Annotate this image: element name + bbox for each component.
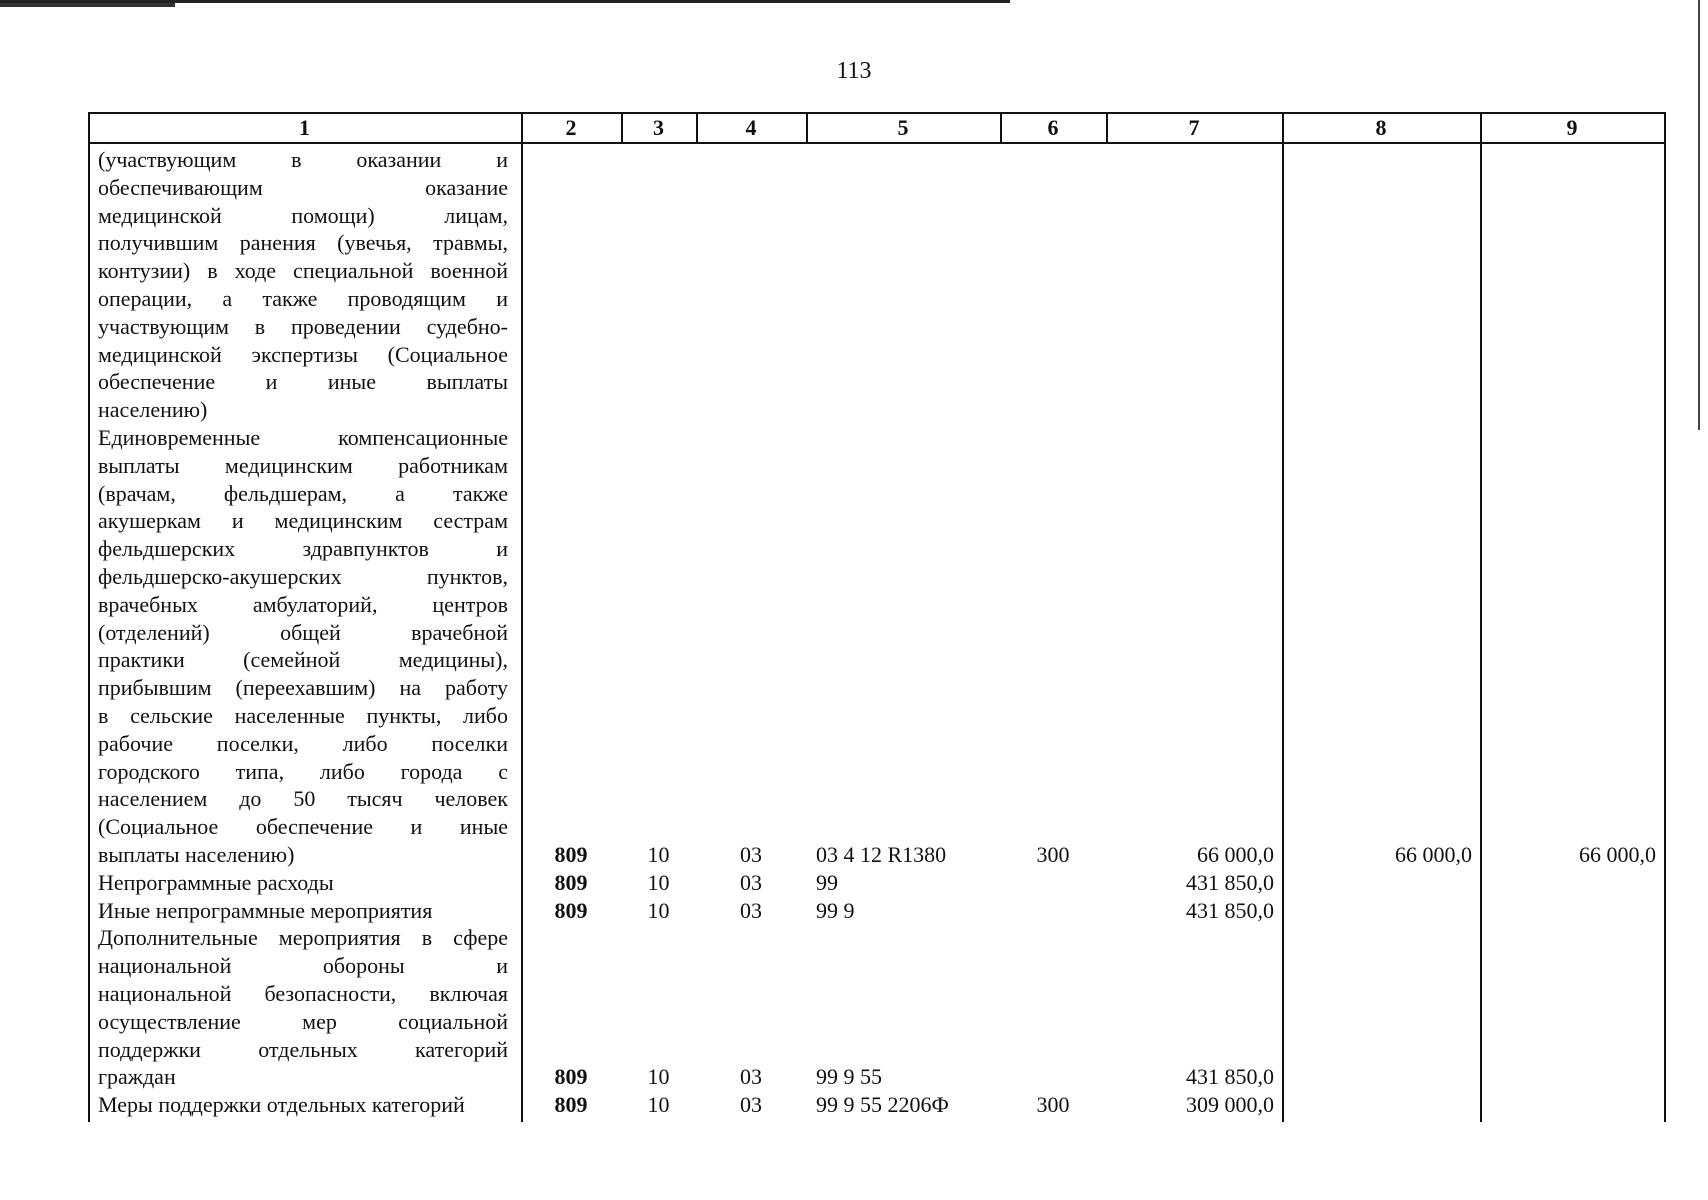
description-line: Иные непрограммные мероприятия [98,897,433,923]
description-line: обеспечивающим оказание [98,174,508,200]
col-border-left [88,112,90,1122]
description-line: выплаты медицинским работникам [98,452,508,478]
cell-col-5: 99 9 [816,897,855,923]
header-col-4: 4 [745,115,757,140]
description-line: Меры поддержки отдельных категорий [98,1092,465,1118]
cell-col-9: 66 000,0 [1579,842,1656,867]
cell-col-4: 03 [740,1064,762,1090]
col-border-right [1664,112,1666,1122]
cell-col-7: 431 850,0 [1186,1064,1274,1090]
description-line: обеспечение и иные выплаты [98,369,508,395]
cell-col-7: 431 850,0 [1186,897,1274,923]
description-line: операции, а также проводящим и [98,285,508,311]
budget-table [88,112,1666,1122]
cell-col-5: 99 9 55 2206Ф [816,1092,949,1118]
description-line: (врачам, фельдшерам, а также [98,480,508,506]
description-line: акушеркам и медицинским сестрам [98,508,508,534]
cell-col-3: 10 [647,897,670,923]
cell-col-7: 431 850,0 [1186,869,1274,895]
row-description [98,869,508,897]
cell-col-2: 809 [554,842,588,867]
cell-col-4: 03 [740,897,762,923]
description-line: населением до 50 тысяч человек [98,786,508,812]
header-col-3: 3 [653,115,664,140]
description-line: (Социальное обеспечение и иные [98,814,508,840]
row-description [98,146,508,424]
description-line: осуществление мер социальной [98,1008,508,1034]
header-col-8: 8 [1375,115,1387,140]
description-line: поддержки отдельных категорий [98,1036,508,1062]
cell-col-3: 10 [647,1064,670,1090]
cell-col-4: 03 [740,869,762,895]
header-col-2: 2 [565,115,577,140]
cell-col-3: 10 [647,869,670,895]
cell-col-4: 03 [740,1092,762,1118]
cell-col-2: 809 [554,897,588,923]
row-description [98,1091,508,1119]
col-border-7-8 [1282,112,1284,1122]
description-line: национальной безопасности, включая [98,980,508,1006]
description-line: выплаты населению) [98,841,295,867]
cell-col-5: 99 9 55 [816,1064,882,1090]
cell-col-5: 99 [816,869,838,895]
header-col-5: 5 [897,115,909,140]
description-line: практики (семейной медицины), [98,647,508,673]
header-col-7: 7 [1188,115,1200,140]
cell-col-2: 809 [554,869,588,895]
description-line: Непрограммные расходы [98,869,334,895]
cell-col-8: 66 000,0 [1395,842,1472,867]
description-line: врачебных амбулаторий, центров [98,591,508,617]
cell-col-6: 300 [1036,1092,1070,1118]
cell-col-5: 03 4 12 R1380 [816,842,947,867]
row-description [98,424,508,869]
row-description [98,924,508,1091]
row-description [98,897,508,925]
header-col-1: 1 [299,115,310,140]
description-line: контузии) в ходе специальной военной [98,258,508,284]
cell-col-3: 10 [647,842,670,867]
description-line: (участвующим в оказании и [98,147,508,172]
description-line: граждан [98,1064,176,1090]
description-line: фельдшерско-акушерских пунктов, [98,563,508,589]
description-line: медицинской экспертизы (Социальное [98,341,508,367]
description-line: участвующим в проведении судебно- [98,313,508,339]
col-border-1-2 [521,112,523,1122]
cell-col-6: 300 [1036,842,1070,867]
page-number: 113 [836,58,872,84]
description-line: в сельские населенные пункты, либо [98,702,508,728]
cell-col-7: 309 000,0 [1186,1092,1274,1118]
description-line: рабочие поселки, либо поселки [98,730,508,756]
description-line: медицинской помощи) лицам, [98,202,508,228]
col-border-8-9 [1480,112,1482,1122]
scan-edge-top-thick [0,3,175,7]
description-line: населению) [98,397,208,423]
cell-col-2: 809 [554,1092,588,1118]
description-line: (отделений) общей врачебной [98,619,508,645]
description-line: получившим ранения (увечья, травмы, [98,230,508,256]
description-line: национальной обороны и [98,953,508,979]
header-col-6: 6 [1047,115,1059,140]
table-header-rule [88,142,1666,144]
description-line: фельдшерских здравпунктов и [98,536,508,562]
description-line: городского типа, либо города с [98,758,508,784]
description-line: прибывшим (переехавшим) на работу [98,675,508,701]
header-col-9: 9 [1566,115,1578,140]
cell-col-7: 66 000,0 [1197,842,1274,867]
description-line: Дополнительные мероприятия в сфере [98,925,508,951]
cell-col-3: 10 [647,1092,670,1118]
description-line: Единовременные компенсационные [98,425,508,450]
cell-col-4: 03 [740,842,762,867]
cell-col-2: 809 [554,1064,588,1090]
